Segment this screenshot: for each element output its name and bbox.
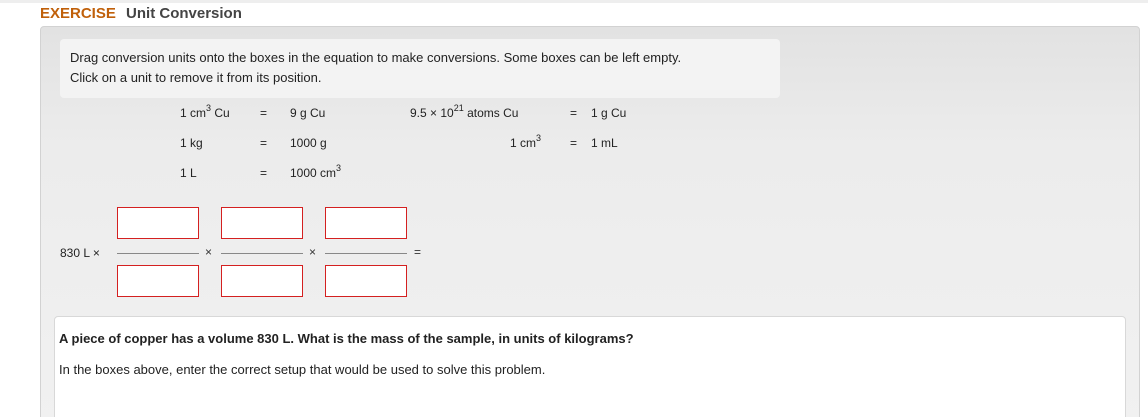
conversion-text: 1 cm: [180, 106, 207, 120]
numerator-drop-box-2[interactable]: [221, 207, 303, 239]
top-rule: [0, 0, 1148, 3]
conversion-exponent: 3: [336, 163, 342, 173]
conversion-exponent: 3: [206, 103, 212, 113]
times-sign: ×: [309, 245, 317, 259]
equals-sign: =: [570, 106, 578, 120]
equals-sign: =: [414, 245, 422, 259]
conversion-unit-atoms-cu[interactable]: [410, 103, 519, 120]
conversion-unit-1l[interactable]: 1 L: [180, 166, 197, 180]
equals-sign: =: [260, 136, 268, 150]
conversion-unit-1kg[interactable]: 1 kg: [180, 136, 203, 150]
times-sign: ×: [205, 245, 213, 259]
start-value: 830 L ×: [60, 246, 100, 260]
numerator-drop-box-3[interactable]: [325, 207, 407, 239]
conversion-unit-1000g[interactable]: 1000 g: [290, 136, 327, 150]
equals-sign: =: [570, 136, 578, 150]
exercise-header: [40, 5, 242, 22]
fraction-line: [117, 253, 199, 254]
conversion-unit-1000cm3[interactable]: [290, 163, 342, 180]
conversion-text: Cu: [211, 106, 230, 120]
conversion-text: 9.5 × 10: [410, 106, 454, 120]
instructions-line-2: Click on a unit to remove it from its position.: [70, 70, 322, 85]
conversion-unit-9g-cu[interactable]: 9 g Cu: [290, 106, 326, 120]
conversion-text: 1000 cm: [290, 166, 337, 180]
denominator-drop-box-2[interactable]: [221, 265, 303, 297]
conversion-text: 1 cm: [510, 136, 537, 150]
conversion-unit-1cm3[interactable]: [510, 133, 542, 150]
instructions-box: [60, 39, 780, 98]
numerator-drop-box-1[interactable]: [117, 207, 199, 239]
conversion-text: atoms Cu: [463, 106, 519, 120]
fraction-line: [325, 253, 407, 254]
conversion-unit-1g-cu[interactable]: 1 g Cu: [591, 106, 627, 120]
question-text: A piece of copper has a volume 830 L. What is the mass of the sample, in units of kilograms?: [59, 331, 634, 346]
equals-sign: =: [260, 106, 268, 120]
exercise-tag: EXERCISE: [40, 5, 116, 22]
fraction-line: [221, 253, 303, 254]
conversion-exponent: 3: [536, 133, 542, 143]
equals-sign: =: [260, 166, 268, 180]
exercise-title: Unit Conversion: [126, 5, 242, 22]
denominator-drop-box-1[interactable]: [117, 265, 199, 297]
conversion-unit-1ml[interactable]: 1 mL: [591, 136, 618, 150]
instructions-line-1: Drag conversion units onto the boxes in the equation to make conversions. Some boxes can be left empty.: [70, 50, 682, 65]
conversion-unit-1cm3-cu[interactable]: [180, 103, 230, 120]
conversion-exponent: 21: [453, 103, 464, 113]
question-instructions: In the boxes above, enter the correct setup that would be used to solve this problem.: [59, 362, 546, 377]
denominator-drop-box-3[interactable]: [325, 265, 407, 297]
